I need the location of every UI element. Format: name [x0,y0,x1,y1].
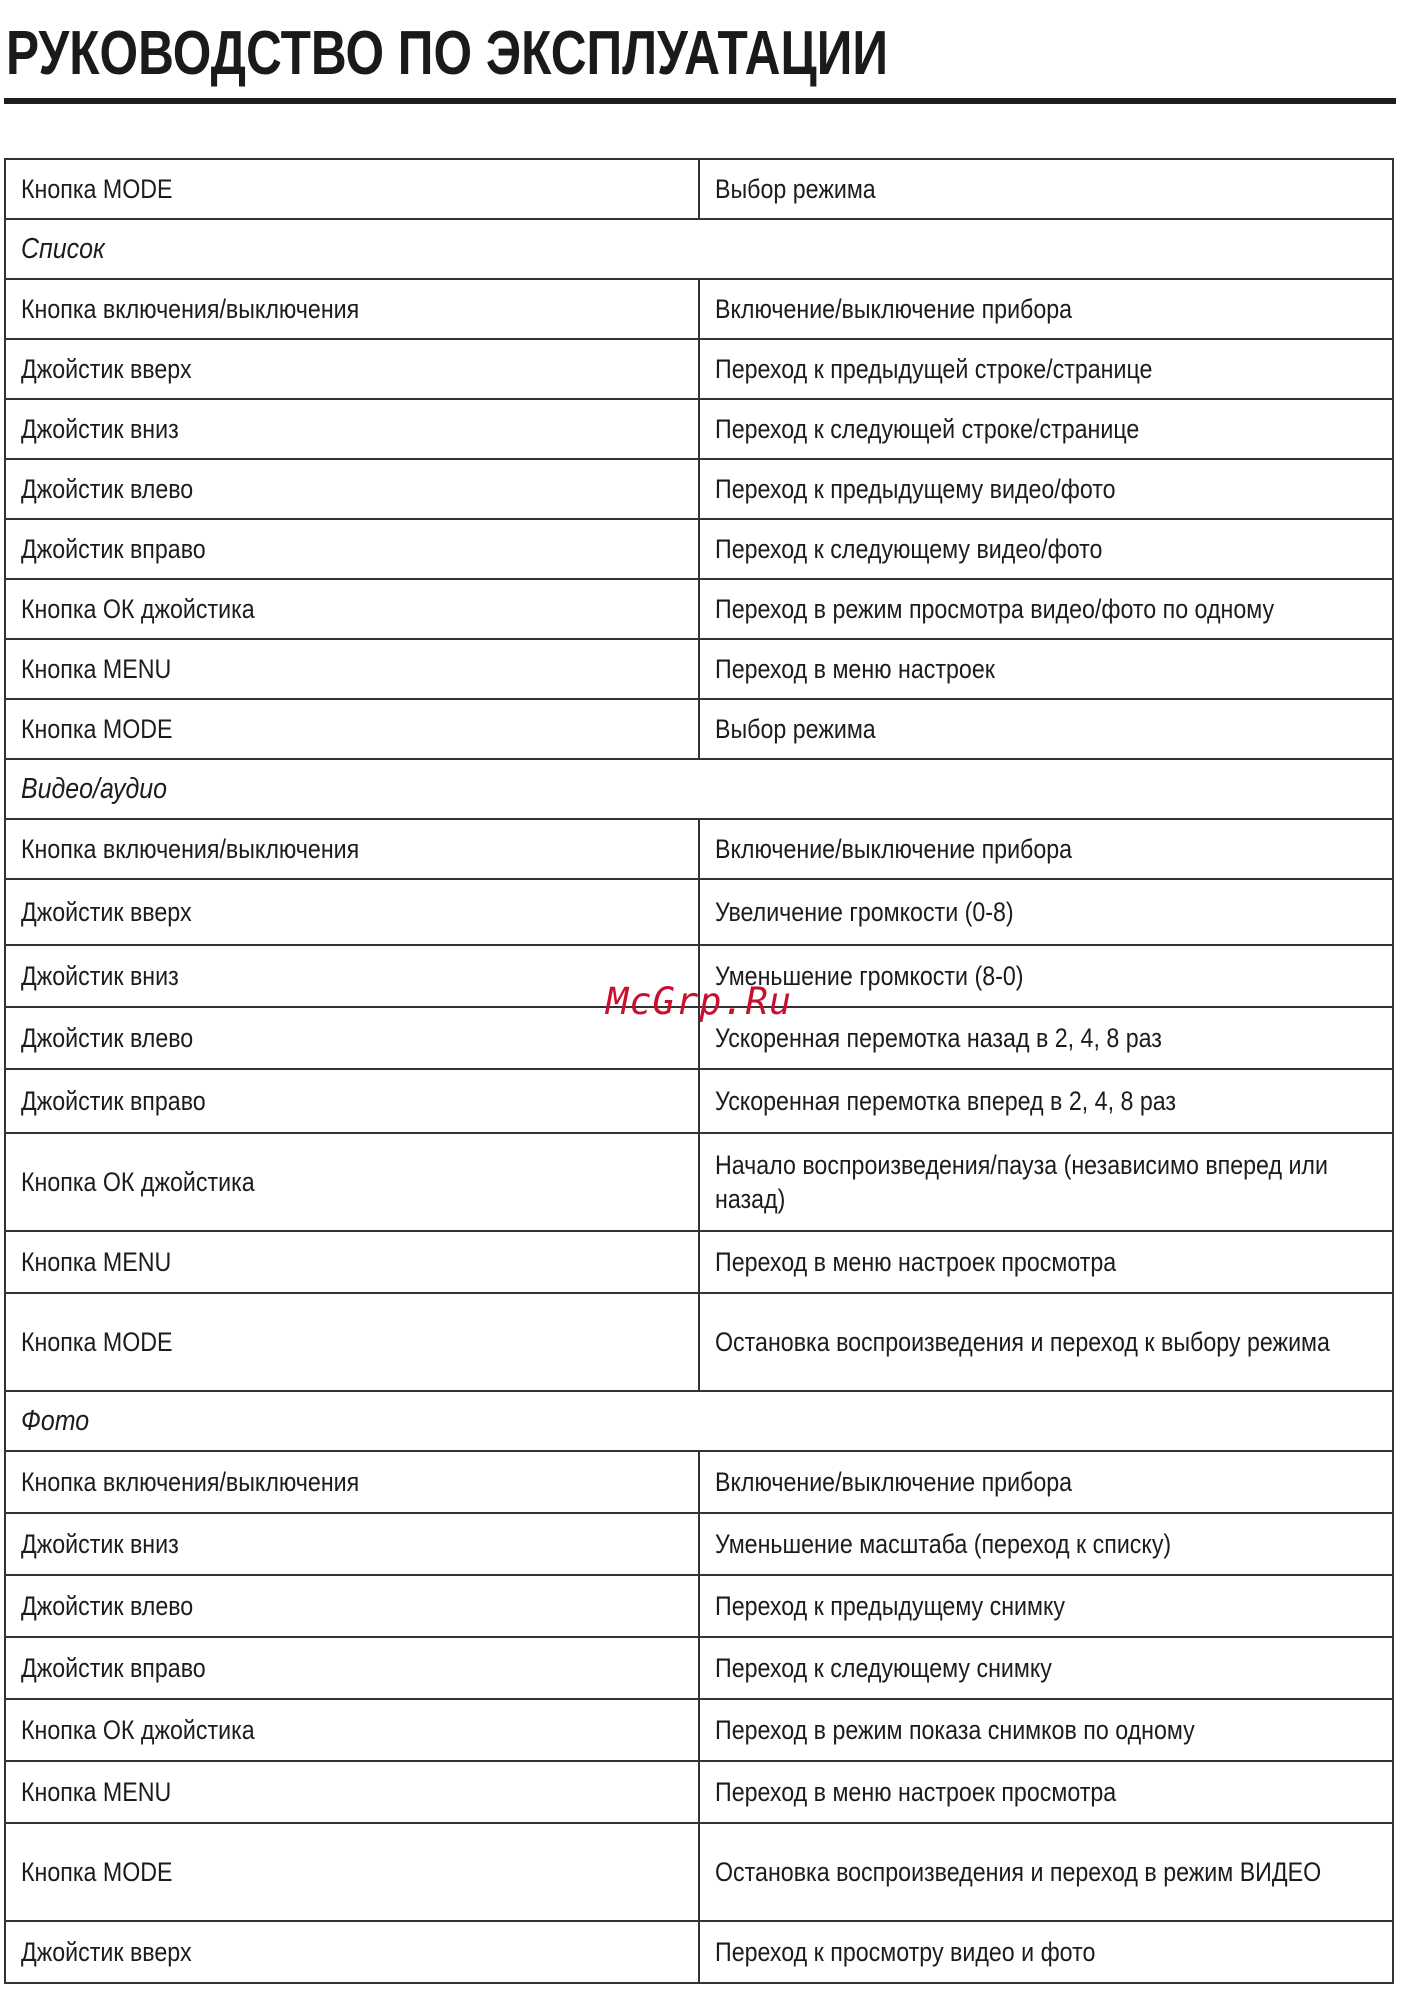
control-text: Джойстик вниз [21,961,179,991]
table-row [5,1513,1393,1575]
action-cell [699,519,1393,579]
control-text: Джойстик влево [21,474,194,504]
action-text: Включение/выключение прибора [715,834,1073,864]
action-cell [699,1575,1393,1637]
table-row [5,1699,1393,1761]
control-cell [5,1069,699,1133]
control-cell [5,339,699,399]
control-cell [5,579,699,639]
page-title: РУКОВОДСТВО ПО ЭКСПЛУАТАЦИИ [6,19,888,88]
table-row [5,1761,1393,1823]
control-cell [5,1637,699,1699]
action-cell [699,159,1393,219]
table-row [5,639,1393,699]
action-text: Включение/выключение прибора [715,294,1073,324]
action-cell [699,639,1393,699]
control-text: Кнопка MODE [21,714,173,744]
action-text: Остановка воспроизведения и переход в режим ВИДЕО [715,1857,1322,1887]
action-cell [699,1293,1393,1391]
control-text: Джойстик вправо [21,1086,206,1116]
title-rule [4,98,1396,104]
table-row [5,519,1393,579]
table-row [5,1823,1393,1921]
action-cell [699,1513,1393,1575]
control-text: Кнопка MENU [21,1777,172,1807]
action-cell [699,699,1393,759]
control-cell [5,945,699,1007]
controls-table-body [5,159,1393,1983]
control-cell [5,519,699,579]
action-cell [699,1231,1393,1293]
section-label-text: Список [21,233,105,265]
control-cell [5,1451,699,1513]
action-text: Увеличение громкости (0-8) [715,897,1014,927]
section-label [5,219,1393,279]
section-label [5,759,1393,819]
table-row [5,699,1393,759]
action-text: Переход к предыдущей строке/странице [715,354,1153,384]
action-cell [699,279,1393,339]
control-cell [5,1921,699,1983]
action-text: Переход в меню настроек просмотра [715,1247,1117,1277]
action-text: Переход в режим просмотра видео/фото по одному [715,594,1275,624]
watermark: McGrp.Ru [606,980,793,1023]
table-row [5,339,1393,399]
action-cell [699,879,1393,945]
control-text: Кнопка MENU [21,1247,172,1277]
control-cell [5,879,699,945]
control-text: Джойстик вправо [21,1653,206,1683]
action-cell [699,1761,1393,1823]
action-cell [699,399,1393,459]
control-cell [5,639,699,699]
control-cell [5,1293,699,1391]
control-cell [5,1699,699,1761]
control-cell [5,699,699,759]
table-row [5,1575,1393,1637]
action-cell [699,945,1393,1007]
action-text: Переход в режим показа снимков по одному [715,1715,1195,1745]
action-text: Ускоренная перемотка вперед в 2, 4, 8 раз [715,1086,1177,1116]
action-text: Включение/выключение прибора [715,1467,1073,1497]
section-label-text: Видео/аудио [21,773,168,805]
control-text: Джойстик влево [21,1591,194,1621]
action-text: Переход к следующему видео/фото [715,534,1103,564]
action-text: Выбор режима [715,714,876,744]
action-text: Уменьшение масштаба (переход к списку) [715,1529,1172,1559]
control-cell [5,1761,699,1823]
table-row [5,399,1393,459]
control-text: Кнопка MODE [21,1857,173,1887]
action-cell [699,1069,1393,1133]
control-cell [5,459,699,519]
action-cell [699,1823,1393,1921]
control-text: Кнопка ОК джойстика [21,594,255,624]
control-text: Кнопка ОК джойстика [21,1167,255,1197]
action-cell [699,459,1393,519]
table-row [5,459,1393,519]
control-text: Джойстик вправо [21,534,206,564]
table-row [5,1921,1393,1983]
table-row [5,579,1393,639]
control-text: Джойстик вверх [21,354,192,384]
control-text: Кнопка включения/выключения [21,834,360,864]
section-row [5,759,1393,819]
table-row [5,879,1393,945]
table-row [5,1451,1393,1513]
control-cell [5,159,699,219]
table-row [5,1293,1393,1391]
action-text: Переход к предыдущему видео/фото [715,474,1116,504]
action-text: Начало воспроизведения/пауза (независимо вперед или назад) [715,1150,1328,1214]
action-cell [699,1007,1393,1069]
section-label-text: Фото [21,1405,90,1437]
action-cell [699,579,1393,639]
action-cell [699,1921,1393,1983]
control-text: Джойстик вниз [21,414,179,444]
control-text: Джойстик вверх [21,897,192,927]
action-text: Переход к просмотру видео и фото [715,1937,1096,1967]
action-text: Переход к следующему снимку [715,1653,1052,1683]
action-cell [699,1699,1393,1761]
control-cell [5,1513,699,1575]
controls-table [4,158,1394,1984]
action-text: Переход в меню настроек [715,654,995,684]
action-text: Уменьшение громкости (8-0) [715,961,1024,991]
control-text: Кнопка MODE [21,174,173,204]
table-row [5,819,1393,879]
action-text: Ускоренная перемотка назад в 2, 4, 8 раз [715,1023,1162,1053]
action-cell [699,339,1393,399]
table-row [5,1069,1393,1133]
section-label [5,1391,1393,1451]
control-text: Кнопка включения/выключения [21,294,360,324]
control-cell [5,1575,699,1637]
table-row [5,1637,1393,1699]
table-row [5,279,1393,339]
control-text: Кнопка ОК джойстика [21,1715,255,1745]
table-row [5,1133,1393,1231]
action-cell [699,819,1393,879]
control-cell [5,1133,699,1231]
control-text: Кнопка MODE [21,1327,173,1357]
control-text: Кнопка включения/выключения [21,1467,360,1497]
section-row [5,219,1393,279]
action-cell [699,1451,1393,1513]
control-cell [5,1007,699,1069]
action-cell [699,1133,1393,1231]
control-cell [5,1823,699,1921]
action-text: Переход в меню настроек просмотра [715,1777,1117,1807]
action-text: Переход к следующей строке/странице [715,414,1140,444]
control-cell [5,819,699,879]
action-text: Переход к предыдущему снимку [715,1591,1066,1621]
action-cell [699,1637,1393,1699]
control-cell [5,279,699,339]
control-text: Кнопка MENU [21,654,172,684]
control-text: Джойстик влево [21,1023,194,1053]
control-cell [5,399,699,459]
action-text: Остановка воспроизведения и переход к выбору режима [715,1327,1330,1357]
control-cell [5,1231,699,1293]
control-text: Джойстик вверх [21,1937,192,1967]
section-row [5,1391,1393,1451]
table-row [5,159,1393,219]
table-row [5,1231,1393,1293]
action-text: Выбор режима [715,174,876,204]
control-text: Джойстик вниз [21,1529,179,1559]
